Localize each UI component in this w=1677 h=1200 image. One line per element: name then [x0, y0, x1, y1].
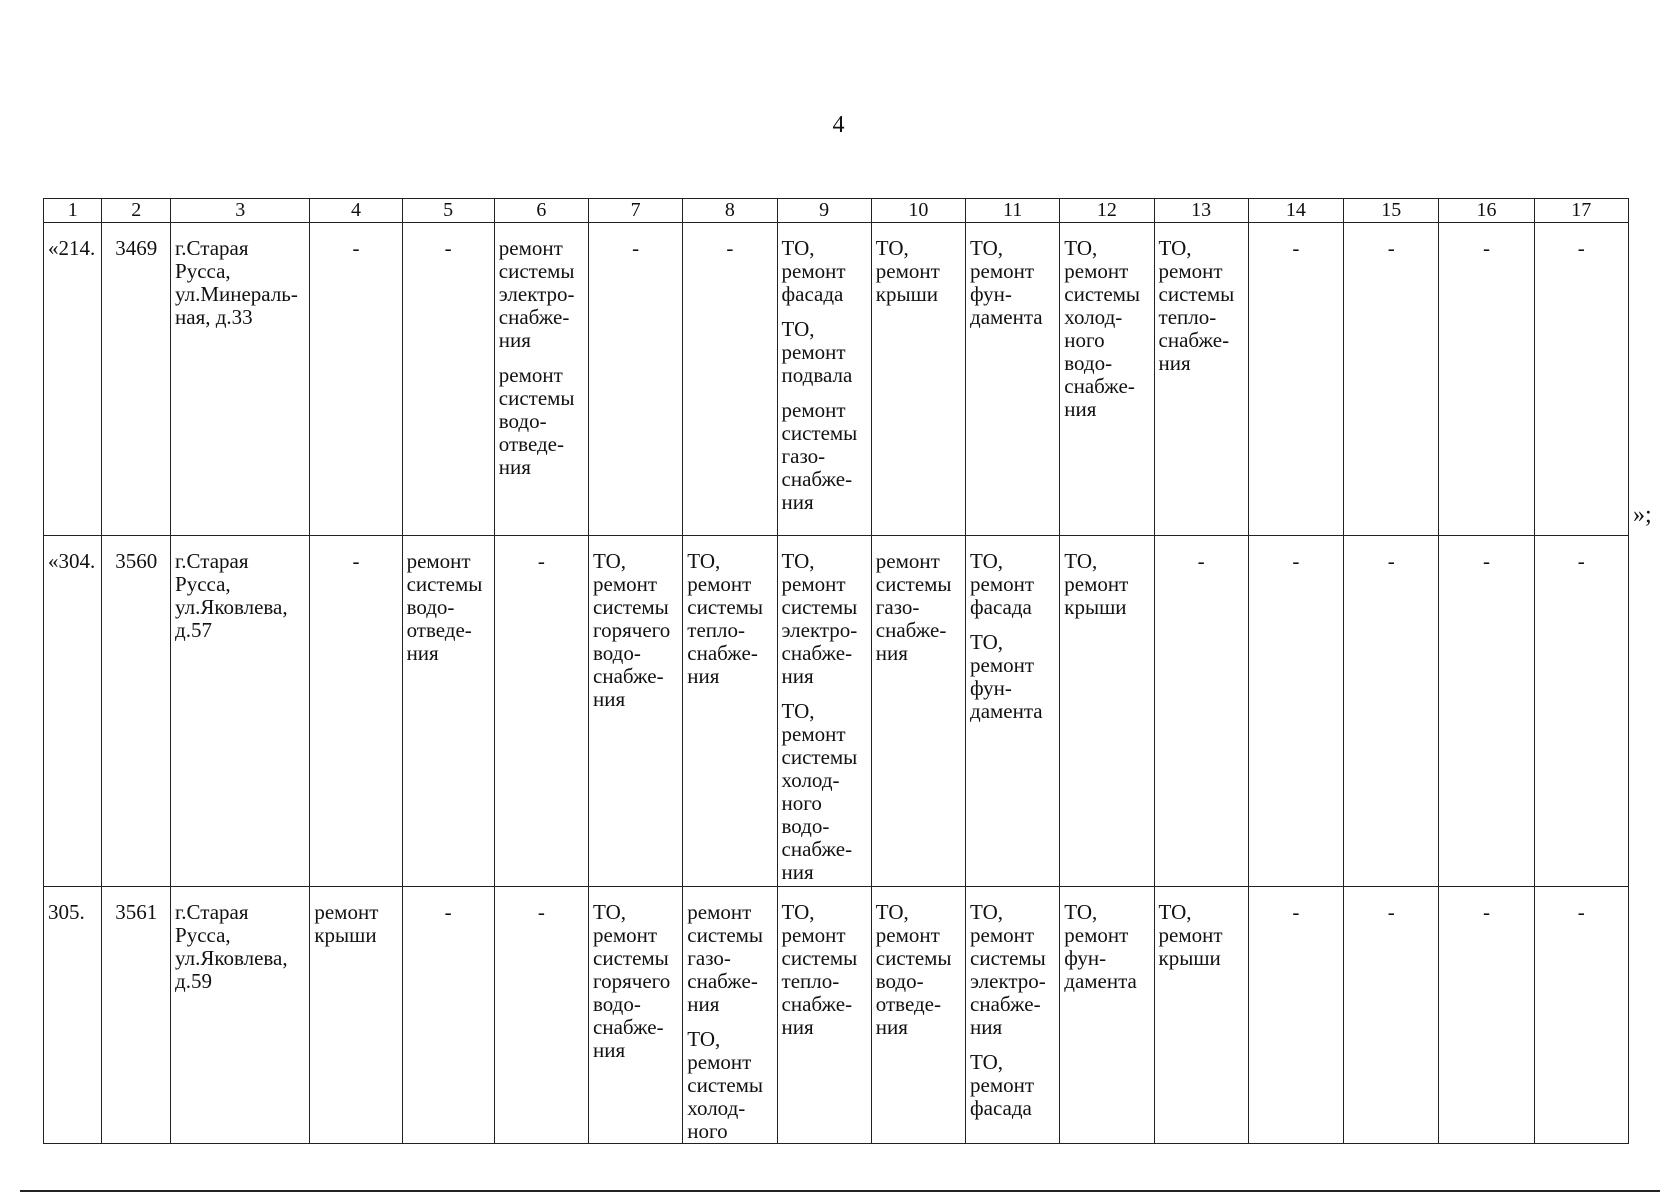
work-entry: ремонт системы газо-снабже-ния [781, 398, 858, 514]
column-number: 8 [683, 199, 777, 223]
column-number: 1 [44, 199, 102, 223]
column-number-header-row [44, 199, 1629, 223]
column-number: 12 [1060, 199, 1154, 223]
work-type-cell [683, 887, 777, 1144]
empty-dash-cell: - [1344, 223, 1439, 536]
work-entry: ТО, ремонт подвала [781, 317, 853, 387]
table-row [44, 887, 1629, 1144]
work-entry: ТО, ремонт фасада [970, 549, 1035, 619]
column-number: 14 [1248, 199, 1343, 223]
work-type-cell [777, 536, 871, 887]
column-number: 16 [1439, 199, 1534, 223]
work-type-cell: ТО, ремонт системы горячего водо-снабже-ния [589, 536, 683, 887]
column-number: 9 [777, 199, 871, 223]
empty-dash-cell: - [589, 223, 683, 536]
column-number: 13 [1154, 199, 1248, 223]
work-type-cell [966, 887, 1060, 1144]
work-entry: ремонт системы электро-снабже-ния [498, 236, 575, 352]
repair-schedule-table [43, 198, 1629, 1144]
empty-dash-cell: - [494, 887, 588, 1144]
work-type-cell: ТО, ремонт системы тепло-снабже-ния [683, 536, 777, 887]
address-cell: г.Старая Русса, ул.Минераль-ная, д.33 [171, 223, 310, 536]
work-type-cell: ТО, ремонт системы холод-ного водо-снабже-ния [1060, 223, 1154, 536]
empty-dash-cell: - [1534, 536, 1628, 887]
column-number: 2 [102, 199, 171, 223]
empty-dash-cell: - [494, 536, 588, 887]
column-number: 15 [1344, 199, 1439, 223]
work-type-cell: ТО, ремонт крыши [871, 223, 965, 536]
bottom-rule [20, 1190, 1660, 1192]
closing-quote-mark: »; [1633, 502, 1652, 528]
empty-dash-cell: - [1248, 887, 1343, 1144]
work-type-cell [494, 223, 588, 536]
empty-dash-cell: - [1439, 887, 1534, 1144]
work-type-cell: ТО, ремонт системы горячего водо-снабже-ния [589, 887, 683, 1144]
building-id-cell: 3561 [102, 887, 171, 1144]
column-number: 3 [171, 199, 310, 223]
work-type-cell: ТО, ремонт крыши [1060, 536, 1154, 887]
empty-dash-cell: - [1344, 536, 1439, 887]
work-entry: ТО, ремонт фасада [781, 236, 846, 306]
empty-dash-cell: - [1154, 536, 1248, 887]
column-number: 10 [871, 199, 965, 223]
work-type-cell: ТО, ремонт фун-дамента [966, 223, 1060, 536]
building-id-cell: 3560 [102, 536, 171, 887]
address-cell: г.Старая Русса, ул.Яковлева, д.59 [171, 887, 310, 1144]
empty-dash-cell: - [1439, 223, 1534, 536]
work-type-cell: ТО, ремонт фун-дамента [1060, 887, 1154, 1144]
work-type-cell: ремонт системы газо-снабже-ния [871, 536, 965, 887]
empty-dash-cell: - [402, 887, 494, 1144]
work-type-cell: ТО, ремонт системы тепло-снабже-ния [1154, 223, 1248, 536]
table-row [44, 536, 1629, 887]
column-number: 6 [494, 199, 588, 223]
empty-dash-cell: - [1344, 887, 1439, 1144]
empty-dash-cell: - [1248, 536, 1343, 887]
empty-dash-cell: - [310, 223, 402, 536]
work-entry: ремонт системы водо-отведе-ния [498, 363, 575, 479]
column-number: 5 [402, 199, 494, 223]
column-number: 17 [1534, 199, 1628, 223]
work-type-cell: ремонт крыши [310, 887, 402, 1144]
row-number-cell: «304. [44, 536, 102, 887]
work-entry: ремонт системы газо-снабже-ния [687, 900, 764, 1016]
work-entry: ТО, ремонт фун-дамента [970, 630, 1043, 723]
work-entry: ТО, ремонт системы холод-ного водо-снабже-ния [781, 699, 858, 884]
work-type-cell: ремонт системы водо-отведе-ния [402, 536, 494, 887]
empty-dash-cell: - [402, 223, 494, 536]
empty-dash-cell: - [310, 536, 402, 887]
page-number: 4 [832, 112, 845, 138]
empty-dash-cell: - [1534, 223, 1628, 536]
work-type-cell [777, 223, 871, 536]
empty-dash-cell: - [1439, 536, 1534, 887]
empty-dash-cell: - [683, 223, 777, 536]
work-type-cell [966, 536, 1060, 887]
address-cell: г.Старая Русса, ул.Яковлева, д.57 [171, 536, 310, 887]
column-number: 11 [966, 199, 1060, 223]
empty-dash-cell: - [1534, 887, 1628, 1144]
column-number: 4 [310, 199, 402, 223]
work-entry: ТО, ремонт фасада [970, 1050, 1035, 1120]
building-id-cell: 3469 [102, 223, 171, 536]
work-type-cell: ТО, ремонт системы тепло-снабже-ния [777, 887, 871, 1144]
row-number-cell: 305. [44, 887, 102, 1144]
work-entry: ТО, ремонт системы холод-ного [687, 1027, 764, 1143]
row-number-cell: «214. [44, 223, 102, 536]
work-type-cell: ТО, ремонт крыши [1154, 887, 1248, 1144]
empty-dash-cell: - [1248, 223, 1343, 536]
work-type-cell: ТО, ремонт системы водо-отведе-ния [871, 887, 965, 1144]
column-number: 7 [589, 199, 683, 223]
work-entry: ТО, ремонт системы электро-снабже-ния [970, 900, 1046, 1039]
table-row [44, 223, 1629, 536]
work-entry: ТО, ремонт системы электро-снабже-ния [781, 549, 858, 688]
